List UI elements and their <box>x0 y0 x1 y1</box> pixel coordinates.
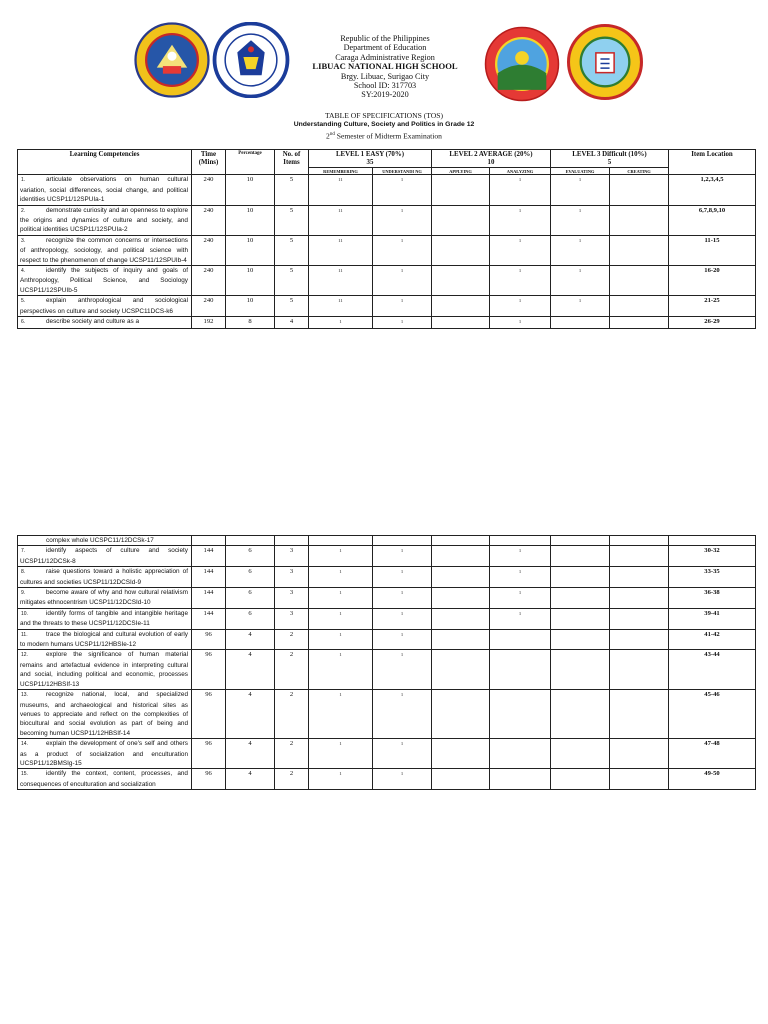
competency-cell <box>18 588 192 609</box>
cre-cell <box>610 546 669 567</box>
competency-cell <box>18 296 192 317</box>
rem-cell: 1 <box>309 567 373 588</box>
competency-cell <box>18 650 192 690</box>
cre-cell <box>610 690 669 739</box>
table-row <box>18 266 756 296</box>
time-cell: 144 <box>192 567 226 588</box>
competency-number: 8. <box>21 569 26 576</box>
competency-cell <box>18 266 192 296</box>
cre-cell <box>610 536 669 546</box>
level2-header <box>432 150 551 168</box>
school-year-line: SY:2019-2020 <box>361 90 409 100</box>
und-cell: 1 <box>373 567 432 588</box>
app-cell <box>432 296 490 317</box>
items-cell: 5 <box>275 266 309 296</box>
und-cell <box>373 536 432 546</box>
competency-cell <box>18 536 192 546</box>
pct-cell: 10 <box>226 205 275 235</box>
ana-cell <box>490 536 551 546</box>
region-line: Caraga Administrative Region <box>335 52 435 62</box>
loc-cell: 39-41 <box>669 608 756 629</box>
competency-number: 2. <box>21 207 26 214</box>
und-cell: 1 <box>373 546 432 567</box>
competency-number: 3. <box>21 237 26 244</box>
items-cell: 2 <box>275 629 309 650</box>
cre-cell <box>610 205 669 235</box>
competencies-header: Learning Competencies <box>18 150 192 175</box>
rem-cell: 1 <box>309 588 373 609</box>
tos-table-page-2 <box>17 535 756 790</box>
time-cell: 240 <box>192 296 226 317</box>
eva-cell <box>551 317 610 328</box>
pct-cell: 4 <box>226 739 275 769</box>
table-row <box>18 205 756 235</box>
remembering-header: REMEMBERING <box>309 168 373 175</box>
competency-cell <box>18 546 192 567</box>
competency-cell <box>18 205 192 235</box>
items-header: No. of Items <box>275 150 309 175</box>
evaluating-header: EVALUATING <box>551 168 610 175</box>
time-cell: 144 <box>192 546 226 567</box>
tos-title: TABLE OF SPECIFICATIONS (TOS) <box>324 111 444 120</box>
pct-cell: 10 <box>226 266 275 296</box>
table-row <box>18 567 756 588</box>
competency-number: 9. <box>21 590 26 597</box>
competency-cell <box>18 175 192 205</box>
pct-cell: 6 <box>226 546 275 567</box>
competency-text: explain anthropological and sociological perspectives on culture and society UCSPC11DCS-k6 <box>20 297 188 315</box>
loc-cell: 43-44 <box>669 650 756 690</box>
time-cell: 240 <box>192 175 226 205</box>
rem-cell <box>309 536 373 546</box>
rem-cell: 1 <box>309 769 373 790</box>
rem-cell: 1 <box>309 546 373 567</box>
competency-number: 13. <box>21 692 28 699</box>
competency-cell <box>18 567 192 588</box>
und-cell: 1 <box>373 588 432 609</box>
items-cell: 2 <box>275 690 309 739</box>
app-cell <box>432 769 490 790</box>
cre-cell <box>610 608 669 629</box>
seal-icon <box>133 22 211 98</box>
ana-cell <box>490 650 551 690</box>
school-name: LIBUAC NATIONAL HIGH SCHOOL <box>312 61 458 72</box>
app-cell <box>432 175 490 205</box>
table-row <box>18 650 756 690</box>
time-cell: 96 <box>192 769 226 790</box>
level2-label: LEVEL 2 AVERAGE (20%) <box>449 151 533 158</box>
ana-cell <box>490 769 551 790</box>
app-cell <box>432 205 490 235</box>
competency-cell <box>18 769 192 790</box>
pct-cell: 10 <box>226 235 275 265</box>
table-row <box>18 608 756 629</box>
ana-cell: 1 <box>490 546 551 567</box>
time-cell: 240 <box>192 205 226 235</box>
app-cell <box>432 608 490 629</box>
app-cell <box>432 567 490 588</box>
semester-line <box>0 130 768 141</box>
app-cell <box>432 629 490 650</box>
subject-title: Understanding Culture, Society and Politics in Grade 12 <box>293 121 475 129</box>
time-cell: 96 <box>192 739 226 769</box>
tos-table-page-1 <box>17 149 756 329</box>
loc-cell: 26-29 <box>669 317 756 328</box>
table-row <box>18 588 756 609</box>
rem-cell: 11 <box>309 205 373 235</box>
competency-text: trace the biological and cultural evolution of early to modern humans UCSP11/12HBSIe-12 <box>20 630 188 649</box>
location-header: Item Location <box>669 150 756 175</box>
table-row <box>18 546 756 567</box>
competency-number: 7. <box>21 548 26 555</box>
time-cell <box>192 536 226 546</box>
ana-cell: 1 <box>490 266 551 296</box>
eva-cell <box>551 536 610 546</box>
app-cell <box>432 235 490 265</box>
rem-cell: 11 <box>309 296 373 317</box>
pct-cell: 4 <box>226 650 275 690</box>
items-cell: 5 <box>275 296 309 317</box>
pct-cell: 4 <box>226 690 275 739</box>
und-cell: 1 <box>373 629 432 650</box>
items-cell: 3 <box>275 608 309 629</box>
app-cell <box>432 546 490 567</box>
eva-cell <box>551 608 610 629</box>
items-cell: 2 <box>275 739 309 769</box>
und-cell: 1 <box>373 739 432 769</box>
pct-cell: 8 <box>226 317 275 328</box>
time-cell: 96 <box>192 690 226 739</box>
competency-number: 6. <box>21 319 26 326</box>
app-cell <box>432 690 490 739</box>
competency-text: identify the subjects of inquiry and goals of Anthropology, Political Science, and Sociology UCSP11/12SPUIb-5 <box>20 267 188 294</box>
time-cell: 240 <box>192 266 226 296</box>
semester-number: 2 <box>326 131 330 141</box>
competency-text: recognize the common concerns or intersections of anthropology, sociology, and political science with respect to the phenomenon of change UCSP11/12SPUIb-4 <box>20 236 188 264</box>
competency-text: complex whole UCSPC11/12DCSk-17 <box>46 537 154 544</box>
document-title <box>0 111 768 141</box>
cre-cell <box>610 739 669 769</box>
eva-cell: 1 <box>551 205 610 235</box>
ana-cell: 1 <box>490 608 551 629</box>
table-row <box>18 769 756 790</box>
time-cell: 240 <box>192 235 226 265</box>
eva-cell: 1 <box>551 175 610 205</box>
loc-cell: 45-46 <box>669 690 756 739</box>
loc-cell: 30-32 <box>669 546 756 567</box>
und-cell: 1 <box>373 205 432 235</box>
cre-cell <box>610 567 669 588</box>
app-cell <box>432 588 490 609</box>
competency-number: 11. <box>21 631 28 638</box>
und-cell: 1 <box>373 317 432 328</box>
table-row <box>18 175 756 205</box>
school-seal-icon <box>483 26 561 102</box>
competency-number: 15. <box>21 771 28 778</box>
loc-cell: 41-42 <box>669 629 756 650</box>
app-cell <box>432 317 490 328</box>
competency-text: become aware of why and how cultural relativism mitigates ethnocentrism UCSP11/12DCSId-10 <box>20 589 188 607</box>
rem-cell: 11 <box>309 175 373 205</box>
loc-cell: 16-20 <box>669 266 756 296</box>
eva-cell <box>551 546 610 567</box>
surigao-city-division-seal <box>566 24 644 100</box>
loc-cell: 6,7,8,9,10 <box>669 205 756 235</box>
loc-cell: 21-25 <box>669 296 756 317</box>
pct-cell: 6 <box>226 588 275 609</box>
table-row <box>18 629 756 650</box>
competency-text: explain the development of one's self and others as a product of socialization and enculturation UCSP11/12BMSIg-15 <box>20 740 188 767</box>
department-line: Department of Education <box>343 43 427 53</box>
loc-cell: 36-38 <box>669 588 756 609</box>
loc-cell: 11-15 <box>669 235 756 265</box>
ana-cell: 1 <box>490 175 551 205</box>
ana-cell: 1 <box>490 317 551 328</box>
competency-text: identify aspects of culture and society UCSP11/12DCSk-8 <box>20 547 188 565</box>
rem-cell: 1 <box>309 739 373 769</box>
time-header: Time (Mins) <box>192 150 226 175</box>
competency-cell <box>18 739 192 769</box>
items-cell: 5 <box>275 205 309 235</box>
items-cell: 3 <box>275 567 309 588</box>
competency-text: recognize national, local, and specialized museums, and archaeological and historical sites as venues to appreciate and reflect on the complexities of biocultural and social evolution as part of being and becoming human UCSP11/12HBSIf-14 <box>20 691 188 737</box>
ana-cell: 1 <box>490 205 551 235</box>
level2-count: 10 <box>487 159 495 166</box>
creating-header: CREATING <box>610 168 669 175</box>
items-cell: 5 <box>275 175 309 205</box>
eva-cell <box>551 690 610 739</box>
time-cell: 144 <box>192 608 226 629</box>
loc-cell: 47-48 <box>669 739 756 769</box>
cre-cell <box>610 629 669 650</box>
rem-cell: 1 <box>309 650 373 690</box>
time-cell: 96 <box>192 650 226 690</box>
eva-cell <box>551 769 610 790</box>
pct-cell <box>226 536 275 546</box>
level1-label: LEVEL 1 EASY (70%) <box>335 151 405 158</box>
und-cell: 1 <box>373 769 432 790</box>
level3-label: LEVEL 3 Difficult (10%) <box>572 151 647 158</box>
competency-number: 12. <box>21 652 28 659</box>
eva-cell <box>551 588 610 609</box>
ana-cell <box>490 690 551 739</box>
und-cell: 1 <box>373 266 432 296</box>
competency-number: 14. <box>21 741 28 748</box>
rem-cell: 1 <box>309 317 373 328</box>
percentage-header: Percentage <box>226 150 275 175</box>
cre-cell <box>610 588 669 609</box>
table-row <box>18 296 756 317</box>
und-cell: 1 <box>373 650 432 690</box>
app-cell <box>432 650 490 690</box>
competency-text: describe society and culture as a <box>46 318 140 326</box>
semester-text: Semester of Midterm Examination <box>334 131 442 141</box>
table-row <box>18 317 756 328</box>
division-seal-icon <box>566 24 644 100</box>
semester-suffix: nd <box>329 131 335 137</box>
competency-cell <box>18 629 192 650</box>
eva-cell: 1 <box>551 296 610 317</box>
ana-cell <box>490 629 551 650</box>
competency-number: 10. <box>21 610 28 617</box>
competency-text: explore the significance of human material remains and artefactual evidence in interpreting cultural and social, including political and economic, processes UCSP11/12HBSIf-13 <box>20 651 188 688</box>
cre-cell <box>610 266 669 296</box>
items-cell: 3 <box>275 588 309 609</box>
loc-cell: 1,2,3,4,5 <box>669 175 756 205</box>
eva-cell <box>551 629 610 650</box>
school-info <box>300 34 470 100</box>
und-cell: 1 <box>373 175 432 205</box>
rem-cell: 1 <box>309 608 373 629</box>
eva-cell <box>551 567 610 588</box>
level3-count: 5 <box>607 159 612 166</box>
items-cell: 3 <box>275 546 309 567</box>
ana-cell <box>490 739 551 769</box>
items-cell: 4 <box>275 317 309 328</box>
ana-cell: 1 <box>490 588 551 609</box>
surigao-national-high-school-seal <box>483 26 561 102</box>
eva-cell: 1 <box>551 266 610 296</box>
time-cell: 96 <box>192 629 226 650</box>
competency-number: 5. <box>21 298 26 305</box>
app-cell <box>432 739 490 769</box>
competency-text: articulate observations on human cultural variation, social differences, social change, and political identities UCSP11/12SPUIa-1 <box>20 176 188 204</box>
time-cell: 192 <box>192 317 226 328</box>
und-cell: 1 <box>373 296 432 317</box>
table-row <box>18 536 756 546</box>
applying-header: APPLYING <box>432 168 490 175</box>
division-of-surigao-city-seal <box>133 22 211 98</box>
loc-cell: 49-50 <box>669 769 756 790</box>
app-cell <box>432 266 490 296</box>
ana-cell: 1 <box>490 567 551 588</box>
app-cell <box>432 536 490 546</box>
school-id-line: School ID: 317703 <box>353 81 417 91</box>
rem-cell: 11 <box>309 235 373 265</box>
header-row <box>18 150 756 168</box>
pct-cell: 6 <box>226 608 275 629</box>
competency-cell <box>18 317 192 328</box>
items-cell: 5 <box>275 235 309 265</box>
items-cell: 2 <box>275 769 309 790</box>
competency-cell <box>18 235 192 265</box>
competency-number: 4. <box>21 268 26 275</box>
und-cell: 1 <box>373 608 432 629</box>
table-row <box>18 690 756 739</box>
rem-cell: 11 <box>309 266 373 296</box>
document-header <box>0 22 768 102</box>
table-row <box>18 235 756 265</box>
level1-header <box>309 150 432 168</box>
cre-cell <box>610 769 669 790</box>
understanding-header: UNDERSTANDI NG <box>373 168 432 175</box>
level3-header <box>551 150 669 168</box>
deped-seal-icon <box>212 22 290 98</box>
competency-text: raise questions toward a holistic appreciation of cultures and societies UCSP11/12DCSId-9 <box>20 568 188 586</box>
time-cell: 144 <box>192 588 226 609</box>
competency-text: demonstrate curiosity and an openness to explore the origins and dynamics of culture and society, and political identities UCSP11/12SPUIa-2 <box>20 206 188 234</box>
und-cell: 1 <box>373 235 432 265</box>
competency-cell <box>18 608 192 629</box>
analyzing-header: ANALYZING <box>490 168 551 175</box>
pct-cell: 6 <box>226 567 275 588</box>
address-line: Brgy. Libuac, Surigao City <box>340 71 430 81</box>
pct-cell: 4 <box>226 629 275 650</box>
eva-cell <box>551 739 610 769</box>
rem-cell: 1 <box>309 690 373 739</box>
competency-cell <box>18 690 192 739</box>
pct-cell: 10 <box>226 175 275 205</box>
competency-text: identify the context, content, processes, and consequences of enculturation and socialization <box>20 770 188 788</box>
level1-count: 35 <box>366 159 374 166</box>
cre-cell <box>610 317 669 328</box>
cre-cell <box>610 235 669 265</box>
items-cell <box>275 536 309 546</box>
pct-cell: 10 <box>226 296 275 317</box>
pct-cell: 4 <box>226 769 275 790</box>
loc-cell <box>669 536 756 546</box>
loc-cell: 33-35 <box>669 567 756 588</box>
und-cell: 1 <box>373 690 432 739</box>
kagawaran-ng-edukasyon-seal <box>212 22 290 98</box>
table-row <box>18 739 756 769</box>
rem-cell: 1 <box>309 629 373 650</box>
eva-cell <box>551 650 610 690</box>
cre-cell <box>610 175 669 205</box>
ana-cell: 1 <box>490 296 551 317</box>
competency-text: identify forms of tangible and intangible heritage and the threats to these UCSP11/12DCSIe-11 <box>20 609 188 628</box>
republic-line: Republic of the Philippines <box>340 34 430 43</box>
items-cell: 2 <box>275 650 309 690</box>
cre-cell <box>610 296 669 317</box>
ana-cell: 1 <box>490 235 551 265</box>
cre-cell <box>610 650 669 690</box>
competency-number: 1. <box>21 177 26 184</box>
eva-cell: 1 <box>551 235 610 265</box>
